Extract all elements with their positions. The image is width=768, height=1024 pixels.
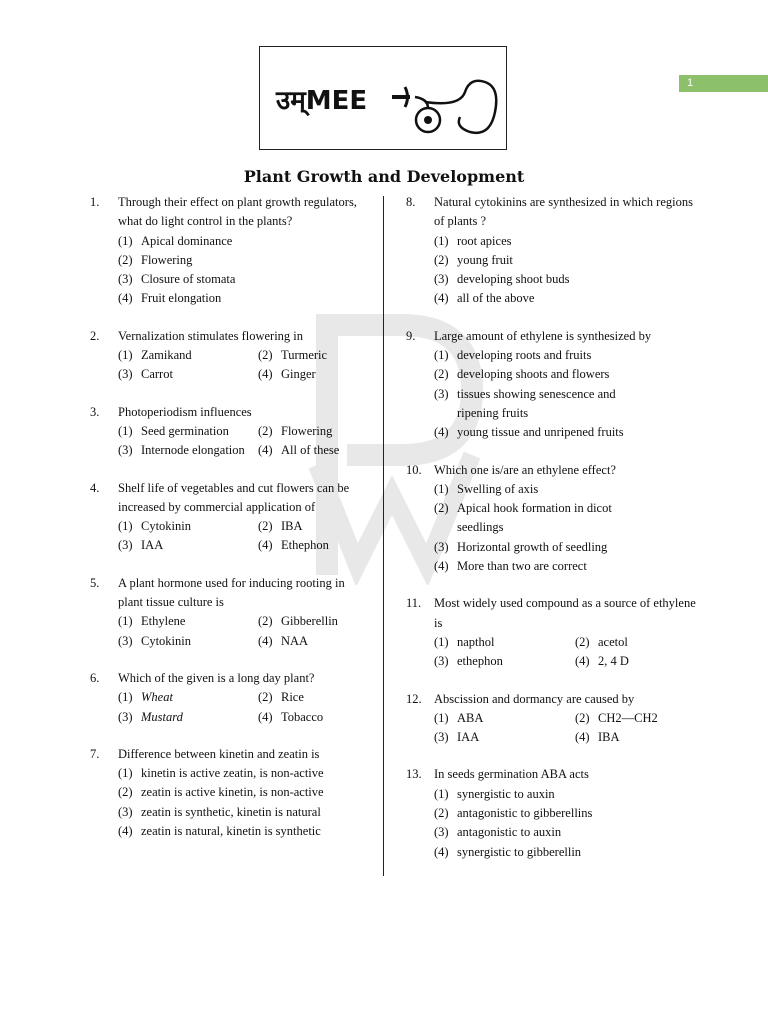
question-text: Through their effect on plant growth regulators, what do light control in the plants?: [118, 195, 357, 229]
option: (3) ethephon: [434, 654, 503, 669]
question-text: Large amount of ethylene is synthesized by: [434, 328, 652, 343]
option: (3) Internode elongation: [118, 443, 245, 458]
question-10: [406, 461, 696, 577]
right-column: [406, 193, 696, 880]
question-number: 4.: [90, 480, 100, 495]
question-number: 2.: [90, 328, 100, 343]
question-12: [406, 690, 696, 748]
option: (2) acetol: [575, 634, 628, 649]
question-text: Difference between kinetin and zeatin is: [118, 746, 320, 761]
option: (4) IBA: [575, 730, 620, 745]
logo-text: उम्MEE: [276, 86, 368, 116]
option: (4) Ethephon: [258, 538, 329, 553]
option: (4) young tissue and unripened fruits: [434, 425, 624, 440]
question-4: [90, 479, 370, 556]
options-grid: [90, 346, 370, 385]
option: (1) Ethylene: [118, 614, 186, 629]
question-2: [90, 327, 370, 385]
options-grid: [90, 422, 370, 461]
option: (4) zeatin is natural, kinetin is synthetic: [118, 824, 321, 839]
question-number: 5.: [90, 575, 100, 590]
page-number-tab: [679, 75, 768, 92]
question-text: Abscission and dormancy are caused by: [434, 691, 635, 706]
question-number: 13.: [406, 767, 422, 782]
option: (3) Carrot: [118, 367, 173, 382]
question-number: 3.: [90, 404, 100, 419]
question-number: 6.: [90, 670, 100, 685]
question-13: [406, 765, 696, 861]
option: (2) zeatin is active kinetin, is non-active: [118, 785, 324, 800]
option: (4) Tobacco: [258, 709, 324, 724]
option: (1) root apices: [434, 233, 512, 248]
question-text: Most widely used compound as a source of ethylene is: [434, 596, 696, 630]
option: (2) Rice: [258, 690, 304, 705]
page-number: 1: [687, 77, 694, 89]
option: (1) Swelling of axis: [434, 481, 539, 496]
option: (4) all of the above: [434, 291, 535, 306]
option: (1) napthol: [434, 634, 495, 649]
option: (3) tissues showing senescence and ripening fruits: [434, 386, 616, 420]
question-text: Which one is/are an ethylene effect?: [434, 462, 616, 477]
option: (4) synergistic to gibberellin: [434, 844, 582, 859]
option: (1) ABA: [434, 710, 484, 725]
question-number: 10.: [406, 462, 422, 477]
option: (2) Gibberellin: [258, 614, 338, 629]
option: (2) Apical hook formation in dicot seedlings: [434, 501, 612, 535]
option: (2) Flowering: [258, 423, 333, 438]
option: (3) Cytokinin: [118, 633, 192, 648]
option: (2) Flowering: [118, 252, 193, 267]
option: (1) Cytokinin: [118, 519, 192, 534]
question-number: 7.: [90, 746, 100, 761]
question-text: In seeds germination ABA acts: [434, 767, 589, 782]
option: (2) young fruit: [434, 252, 513, 267]
options-grid: [90, 612, 370, 651]
option: (4) Ginger: [258, 367, 316, 382]
question-text: Natural cytokinins are synthesized in which regions of plants ?: [434, 195, 693, 229]
option: (2) developing shoots and flowers: [434, 367, 610, 382]
option: (3) Horizontal growth of seedling: [434, 539, 608, 554]
left-column: [90, 193, 370, 859]
option: (1) Zamikand: [118, 348, 192, 363]
question-8: [406, 193, 696, 309]
question-text: Which of the given is a long day plant?: [118, 670, 315, 685]
option: (4) All of these: [258, 443, 340, 458]
option: (2) CH2—CH2: [575, 710, 658, 725]
option: (2) IBA: [258, 519, 303, 534]
option: (1) Seed germination: [118, 423, 229, 438]
question-text: A plant hormone used for inducing rooting in plant tissue culture is: [118, 575, 345, 610]
question-number: 1.: [90, 195, 100, 209]
question-number: 8.: [406, 195, 416, 209]
question-5: [90, 574, 370, 651]
option: (3) Closure of stomata: [118, 272, 236, 287]
option: (3) IAA: [434, 730, 480, 745]
question-6: [90, 669, 370, 727]
option: (1) kinetin is active zeatin, is non-active: [118, 766, 324, 781]
question-text: Shelf life of vegetables and cut flowers can be increased by commercial application of: [118, 480, 350, 514]
option: (3) Mustard: [118, 709, 183, 724]
question-text: Vernalization stimulates flowering in: [118, 328, 304, 343]
option: (1) Apical dominance: [118, 233, 233, 248]
option: (4) 2, 4 D: [575, 654, 629, 669]
option: (1) Wheat: [118, 690, 173, 705]
option: (1) synergistic to auxin: [434, 786, 555, 801]
option: (3) antagonistic to auxin: [434, 825, 562, 840]
page-title: Plant Growth and Development: [243, 167, 525, 186]
option: (3) developing shoot buds: [434, 272, 570, 287]
question-3: [90, 403, 370, 461]
logo-box: [259, 46, 507, 150]
option: (4) NAA: [258, 633, 309, 648]
options-grid: [406, 633, 696, 672]
question-text: Photoperiodism influences: [118, 404, 252, 419]
options-grid: [406, 709, 696, 748]
question-number: 11.: [406, 596, 422, 611]
stethoscope-icon: [260, 47, 508, 151]
options-grid: [90, 517, 370, 556]
option: (3) zeatin is synthetic, kinetin is natural: [118, 804, 321, 819]
option: (3) IAA: [118, 538, 164, 553]
option: (2) antagonistic to gibberellins: [434, 806, 593, 821]
question-9: [406, 327, 696, 443]
question-7: [90, 745, 370, 841]
option: (1) developing roots and fruits: [434, 348, 592, 363]
options-grid: [90, 688, 370, 727]
question-number: 12.: [406, 691, 422, 706]
question-number: 9.: [406, 328, 416, 343]
option: (4) More than two are correct: [434, 559, 587, 574]
question-11: [406, 594, 696, 671]
option: (4) Fruit elongation: [118, 291, 222, 306]
question-1: [90, 193, 370, 309]
option: (2) Turmeric: [258, 348, 328, 363]
